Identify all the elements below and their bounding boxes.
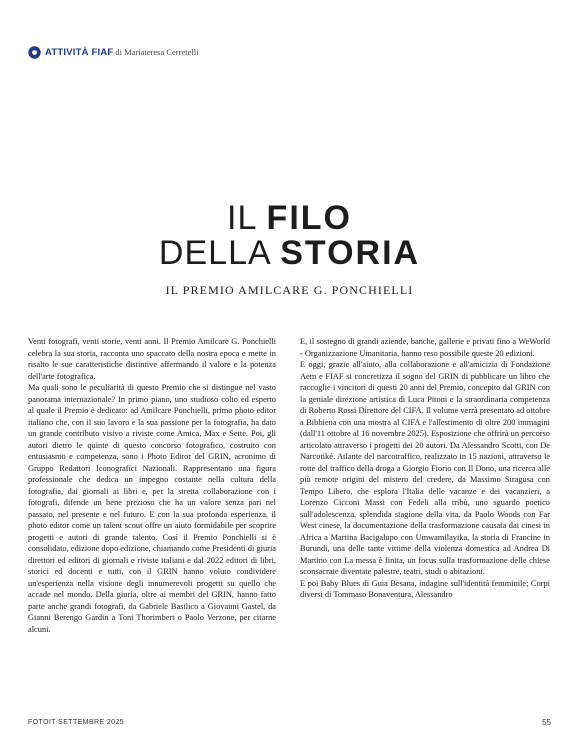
headline-word-bold-1: FILO [266,199,352,237]
section-title: ATTIVITÀ FIAF [45,46,114,58]
body-paragraph: Venti fotografi, venti storie, venti anni. Il Premio Amilcare G. Ponchielli celebra la sua storia, racconta uno spaccato della nostra epoca e mette in risalto le sue caratteristiche distintive affermando il valore e la potenza dell'arte fotografica. [28,337,276,381]
fiaf-round-icon [28,46,41,59]
section-tag [28,45,198,59]
body-paragraph: Ma quali sono le peculiarità di questo Premio che si distingue nel vasto panorama internazionale? In primo piano, uno studioso colto ed esperto al quale il Premio è dedicato: ad Amilcare Ponchielli, primo photo editor italiano che, con il suo lavoro e la sua passione per la fotografia, ha dato un grande contributo visivo a riviste come Amica, Max e Sette. Poi, gli autori dietro le quinte di questo concorso fotografico, costruito con entusiasmo e competenza, sono i Photo Editor del GRIN, acronimo di Gruppo Redattori Iconografici Nazionali. Rappresentano una figura professionale che dedica un impegno costante nella cultura della fotografia, dai giornali ai libri e, per la stretta collaborazione con i fotografi, difende un bene prezioso che ha un valore senza pari nel passato, nel presente e nel futuro. E con la sua profonda esperienza, il photo editor come un talent scout offre un aiuto formidabile per scoprire progetti e autori di grande talento. Così il Premio Ponchielli si è consolidato, edizione dopo edizione, chiamando come Presidenti di giuria direttori ed editori di giornali e riviste italiani e dal 2022 editori di libri, storici ed docenti e tutti, con il GRIN hanno voluto condividere un'esperienza nella visione degli innumerevoli progetti su quello che accade nel mondo. Della giuria, oltre ai membri del GRIN, hanno fatto parte anche grandi fotografi, da Gabriele Basilico a Giovanni Gastel, da Gianni Berengo Gardin a Toni Thorimbert o Paolo Verzone, per citarne alcuni. [28,383,276,634]
headline-word-light-2: DELLA [158,234,270,272]
section-author: di Mariateresa Cerretelli [115,47,199,57]
body-paragraph: E poi Baby Blues di Guia Besana, indagine sull'identità femminile; Corpi diversi di Tommaso Bonaventura, Alessandro [300,578,550,599]
headline-word-light-1: IL [227,199,257,237]
body-column-right [300,336,550,601]
page-number: 55 [542,718,551,727]
headline-line-2 [0,236,579,270]
issue-footer: FOTOIT SETTEMBRE 2025 [28,719,125,726]
article-subtitle: IL PREMIO AMILCARE G. PONCHIELLI [165,283,414,297]
body-column-left [28,336,276,635]
body-paragraph: E oggi, grazie all'aiuto, alla collaborazione e all'amicizia di Fondazione Aem e FIAF si concretizza il sogno del GRIN di pubblicare un libro che raccoglie i vincitori di questi 20 anni del Premio, concepito dal GRIN con la geniale direzione artistica di Luca Pitoni e la straordinaria competenza di Roberto Rossi Direttore del CIFA. Il volume verrà presentato ad ottobre a Bibbiena con una mostra al CIFA e l'allestimento di oltre 200 immagini (dall'11 ottobre al 16 novembre 2025). Esposizione che offrirà un percorso articolato attraverso i progetti dei 20 autori. Da Alessandro Scotti, con De Narcotiké. Atlante del narcotraffico, realizzato in 15 nazioni, attraverso le rotte del traffico della droga a Giorgio Fiorio con Il Dono, una ricerca alle più remote origini del mistero del credere, da Massimo Siragusa con Tempo Libero, che esplora l'Italia delle vacanze e dei vacanzieri, a Lorenzo Cicconi Massi con Fedeli alla tribù, uno sguardo poetico sull'adolescenza, splendida stagione della vita, da Paolo Woods con Far West cinese, la documentazione della trasformazione causata dai cinesi in Africa a Martina Bacigalupo con Umwamilayika, la storia di Francine in Burundi, una delle tante vittime della violenza domestica ad Andrea Di Martino con La messa è finita, un focus sulla trasformazione delle chiese sconsacrate diventate palestre, teatri, studi o abitazioni. [300,360,550,576]
body-paragraph: E, il sostegno di grandi aziende, banche, gallerie e privati fino a WeWorld - Organizzazione Umanitaria, hanno reso possibile queste 20 edizioni. [300,337,550,358]
headline-line-1 [0,201,579,235]
headline-word-bold-2: STORIA [280,234,421,272]
